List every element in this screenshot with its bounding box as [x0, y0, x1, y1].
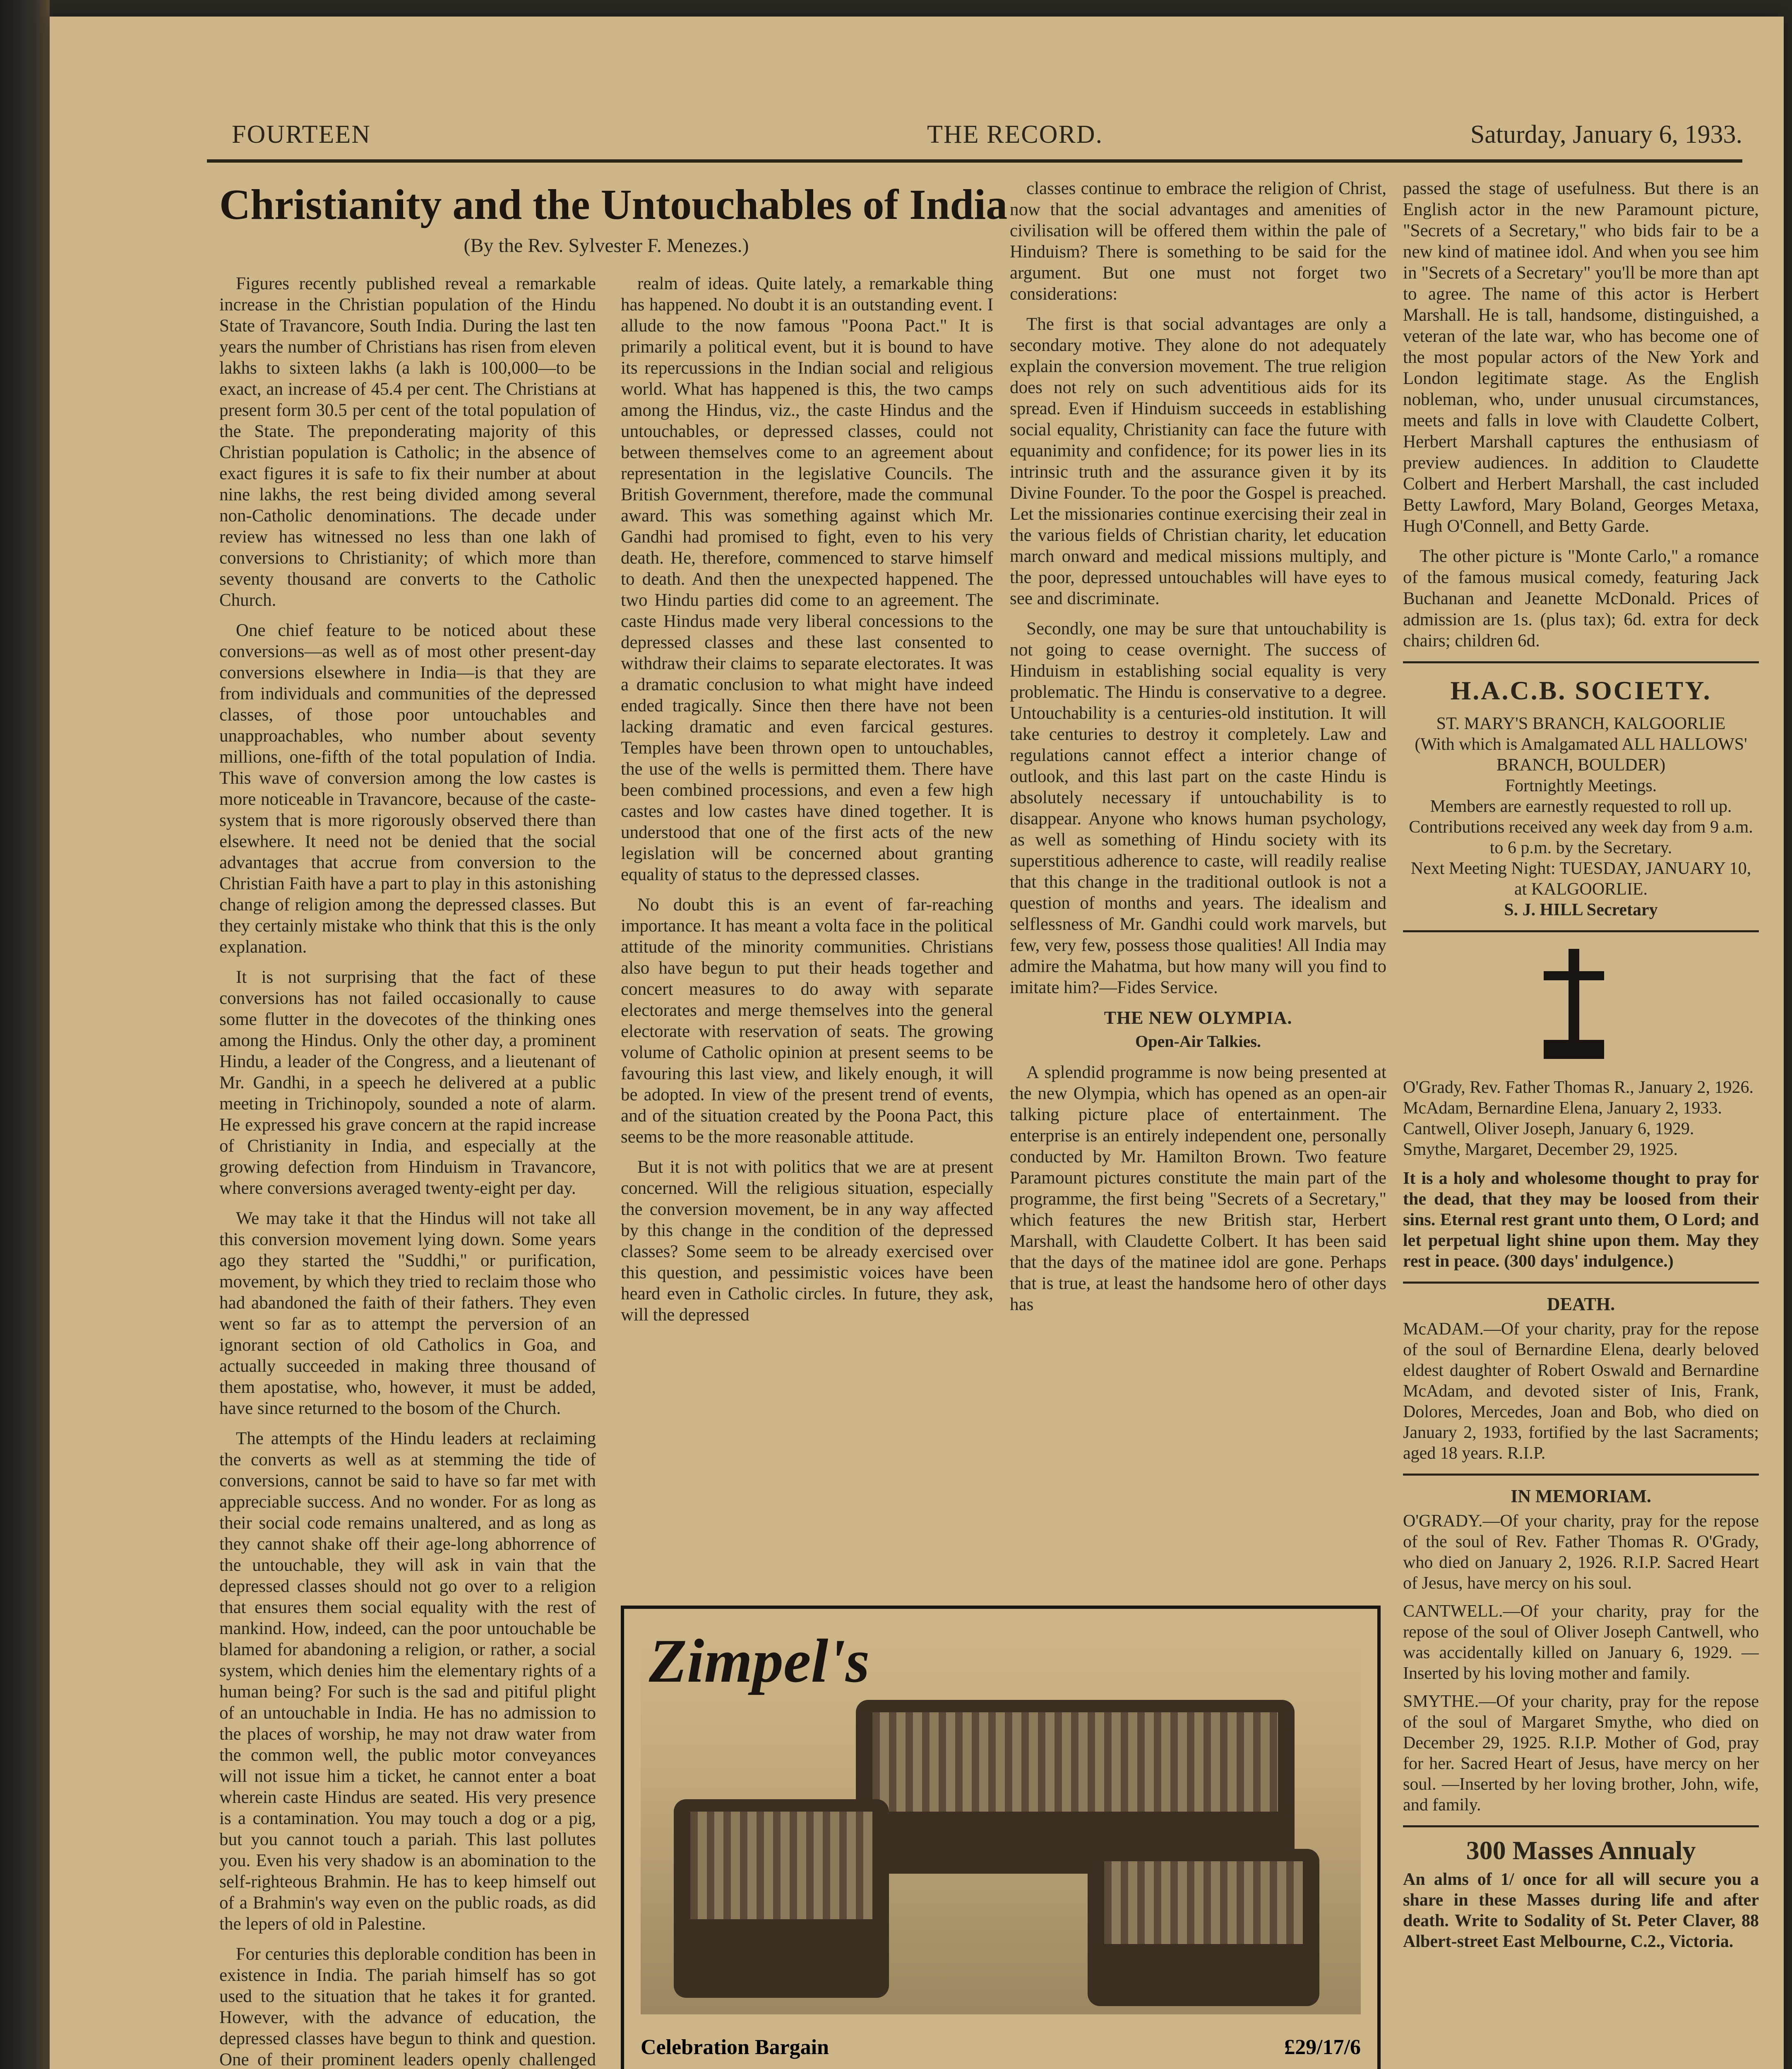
settee-upholstery — [872, 1712, 1278, 1812]
divider — [1403, 1474, 1759, 1476]
divider — [1403, 1282, 1759, 1284]
death-heading: DEATH. — [1547, 1294, 1615, 1314]
paper-title: THE RECORD. — [927, 120, 1103, 149]
hacb-secretary — [1403, 900, 1759, 920]
memoriam-entry: CANTWELL.—Of your charity, pray for the repose of the soul of Oliver Joseph Cantwell, who was accidentally killed on January 6, 1929. —Inserted by his loving mother and family. — [1403, 1602, 1759, 1683]
paragraph: But it is not with politics that we are at present concerned. Will the religious situation, especially the conversion movement, be in any way affected by this change in the condition of the depressed classes? Some seem to be already exercised over this question, and pessimistic voices have been heard even in Catholic circles. In future, they ask, will the depressed — [621, 1157, 993, 1325]
masses-text: An alms of 1/ once for all will secure you a share in these Masses during life and after death. Write to Sodality of St. Peter Claver, 88 Albert-street East Melbourne, C.2., Victoria. — [1403, 1870, 1759, 1951]
hacb-next: Next Meeting Night: TUESDAY, JANUARY 10, at KALGOORLIE. — [1410, 859, 1751, 899]
hacb-heading: H.A.C.B. SOCIETY. — [1450, 676, 1712, 705]
hacb-contributions: Contributions received any week day from 9 a.m. to 6 p.m. by the Secretary. — [1409, 818, 1753, 857]
hacb-branch: ST. MARY'S BRANCH, KALGOORLIE — [1436, 714, 1726, 733]
paragraph: Secondly, one may be sure that untouchability is not going to cease overnight. The success of Hinduism in establishing social equality is very problematic. The Hindu is conservative to a degree. Untouchability is a centuries-old institution. It will take centuries to destroy it completely. Law and regulations cannot effect a interior change of outlook, and this last part on the caste Hindu is absolutely necessary if untouchability is to disappear. Anyone who knows human psychology, as well as something of Hindu society with its superstitious adherence to caste, will readily realise that this change in the traditional outlook is not a question of months and years. The idealism and selflessness of Mr. Gandhi could work marvels, but few, very few, possess those qualities! All India may admire the Mahatma, but how many will you find to imitate him?—Fides Service. — [1010, 619, 1386, 997]
death-notice: McADAM.—Of your charity, pray for the repose of the soul of Bernardine Elena, dearly beloved eldest daughter of Robert Oswald and Bernardine McAdam, and devoted sister of Inis, Frank, Dolores, Mercedes, Joan and Bob, who died on January 2, 1933, fortified by the last Sacraments; aged 18 years. R.I.P. — [1403, 1320, 1759, 1463]
zimpels-script-logo: Zimpel's — [649, 1627, 870, 1695]
memoriam-heading: IN MEMORIAM. — [1511, 1486, 1651, 1506]
page-number: FOURTEEN — [232, 120, 371, 149]
paragraph: classes continue to embrace the religion of Christ, now that the social advantages and amenities of civilisation will be offered them within the pale of Hinduism? There is something to be said for the argument. But one must not forget two considerations: — [1010, 179, 1386, 304]
article-byline: (By the Rev. Sylvester F. Menezes.) — [464, 235, 749, 257]
paragraph: No doubt this is an event of far-reaching importance. It has meant a volta face in the political attitude of the minority communities. Christians also have begun to put their heads together and concert measures to do away with separate electorates and merge themselves into the general electorate with reservation of seats. The growing volume of Catholic opinion at present seems to be favouring this last view, and likely enough, it will be adopted. In view of the present trend of events, and of the situation created by the Poona Pact, this seems to be the more reasonable attitude. — [621, 895, 993, 1147]
zimpels-advertisement — [621, 1606, 1381, 2069]
memoriam-entry: SMYTHE.—Of your charity, pray for the repose of the soul of Margaret Smythe, who died on December 29, 1925. R.I.P. Mother of God, pray for her. Sacred Heart of Jesus, have mercy on her soul. —Inserted by her loving brother, John, wife, and family. — [1403, 1692, 1759, 1815]
paragraph: The first is that social advantages are only a secondary motive. They alone do not adequately explain the conversion movement. The true religion does not rely on such adventitious aids for its spread. Even if Hinduism succeeds in establishing social equality, Christianity can face the future with equanimity and confidence; for its power lies in its intrinsic truth and the assurance given it by its Divine Founder. To the poor the Gospel is preached. Let the missionaries continue exercising their zeal in the various fields of Christian charity, let education march onward and medical missions multiply, and the poor, depressed untouchables will have eyes to see and discriminate. — [1010, 314, 1386, 608]
prayer-text: It is a holy and wholesome thought to pray for the dead, that they may be loosed from their sins. Eternal rest grant unto them, O Lord; and let perpetual light shine upon them. May they rest in peace. (300 days' indulgence.) — [1403, 1169, 1759, 1271]
anniversary-item: Cantwell, Oliver Joseph, January 6, 1929. — [1403, 1119, 1694, 1138]
armchair-upholstery — [690, 1812, 872, 1919]
olympia-paragraph: passed the stage of usefulness. But there is an English actor in the new Paramount picture, "Secrets of a Secretary," who bids fair to be a new kind of matinee idol. And when you see him in "Secrets of a Secretary" you'll be more than apt to agree. The name of this actor is Herbert Marshall. He is tall, handsome, distinguished, a veteran of the late war, who has become one of the most popular actors of the New York and London legitimate stage. As the English nobleman, who, under unusual circumstances, meets and falls in love with Claudette Colbert, Herbert Marshall captures the enthusiasm of preview audiences. In addition to Claudette Colbert and Herbert Marshall, the cast included Betty Lawford, Mary Boland, Georges Metaxa, Hugh O'Connell, and Betty Garde. — [1403, 179, 1759, 536]
olympia-paragraph: The other picture is "Monte Carlo," a romance of the famous musical comedy, featuring Jack Buchanan and Jeanette McDonald. Prices of admission are 1s. (plus tax); 6d. extra for deck chairs; children 6d. — [1403, 547, 1759, 650]
hacb-with: (With which is Amalgamated ALL HALLOWS' BRANCH, BOULDER) — [1415, 735, 1747, 775]
article-title: Christianity and the Untouchables of India — [219, 181, 1008, 228]
anniversary-item: O'Grady, Rev. Father Thomas R., January 2, 1926. — [1403, 1078, 1754, 1097]
divider — [1403, 661, 1759, 663]
olympia-heading: THE NEW OLYMPIA. — [1104, 1008, 1292, 1028]
olympia-paragraph: A splendid programme is now being presented at the new Olympia, which has opened as an open-air talking picture place of entertainment. The enterprise is an entirely independent one, personally conducted by Mr. Hamilton Brown. Two feature Paramount pictures constitute the main part of the programme, the first being "Secrets of a Secretary," which features the new British star, Herbert Marshall, with Claudette Colbert. It has been said that the days of the matinee idol are gone. Perhaps that is true, at least the handsome hero of other days has — [1010, 1063, 1386, 1314]
secretary-name: S. J. HILL — [1504, 900, 1583, 919]
divider — [1403, 1825, 1759, 1827]
armchair-upholstery — [1104, 1861, 1303, 1944]
hacb-meetings: Fortnightly Meetings. — [1505, 776, 1657, 795]
paragraph: One chief feature to be noticed about these conversions—as well as of most other present-day conversions elsewhere in India—is that they are from individuals and communities of the depressed classes, of those poor untouchables and unapproachables, who number about seventy millions, one-fifth of the total population of India. This wave of conversion among the low castes is more noticeable in Travancore, because of the caste-system that is more rigorously observed there than elsewhere. It need not be denied that the social advantages that accrue from conversion to the Christian Faith have a part to play in this astonishing change of religion among the depressed classes. But they certainly mistake who think that this is the only explanation. — [219, 621, 596, 957]
paragraph: realm of ideas. Quite lately, a remarkable thing has happened. No doubt it is an outstanding event. I allude to the now famous "Poona Pact." It is primarily a political event, but it is bound to have its repercussions in the Indian social and religious world. What has happened is this, the two camps among the Hindus, viz., the caste Hindus and the untouchables, or depressed classes, could not between themselves come to an agreement about representation in the legislative Councils. The British Government, therefore, made the communal award. This was something against which Mr. Gandhi had promised to fight, even to his very death. He, therefore, commenced to starve himself to death. And then the unexpected happened. The two Hindu parties did come to an agreement. The caste Hindus made very liberal concessions to the depressed classes and these last consented to withdraw their claims to separate electorates. It was a dramatic conclusion to what might have indeed ended tragically. Since then there have not been lacking dramatic and even farcical gestures. Temples have been thrown open to untouchables, the use of the wells is permitted them. There have been combined processions, and even a few high castes and low castes have dined together. It is understood that one of the first acts of the new legislation will be concerned about granting equality of status to the depressed classes. — [621, 274, 993, 884]
masthead — [174, 103, 1742, 149]
article-column-3 — [1010, 178, 1386, 1601]
cross-icon — [1403, 945, 1759, 1069]
article-column-1 — [219, 273, 596, 2069]
anniversary-item: McAdam, Bernardine Elena, January 2, 1933. — [1403, 1099, 1722, 1118]
paragraph: Figures recently published reveal a remarkable increase in the Christian population of the Hindu State of Travancore, South India. During the last ten years the number of Christians has risen from eleven lakhs to sixteen lakhs (a lakh is 100,000—to be exact, an increase of 45.4 per cent. The Christians at present form 30.5 per cent of the total population of the State. The preponderating majority of this Christian population is Catholic; in the absence of exact figures it is safe to fix their number at about nine lakhs, the rest being divided among several non-Catholic denominations. The decade under review has witnessed no less than one lakh of conversions to Christianity; of which more than seventy thousand are converts to the Catholic Church. — [219, 274, 596, 610]
anniversary-item: Smythe, Margaret, December 29, 1925. — [1403, 1140, 1678, 1159]
memoriam-entry: O'GRADY.—Of your charity, pray for the repose of the soul of Rev. Father Thomas R. O'Grady, who died on January 2, 1926. R.I.P. Sacred Heart of Jesus, have mercy on his soul. — [1403, 1512, 1759, 1593]
right-column — [1403, 178, 1759, 2069]
book-binding — [0, 0, 50, 2069]
article-column-2 — [621, 273, 993, 1597]
bargain-line — [641, 2035, 1361, 2059]
issue-date: Saturday, January 6, 1933. — [1470, 120, 1742, 149]
secretary-role: Secretary — [1586, 900, 1658, 919]
olympia-subheading: Open-Air Talkies. — [1135, 1032, 1261, 1051]
hacb-members: Members are earnestly requested to roll up. — [1430, 797, 1732, 816]
divider — [1403, 930, 1759, 932]
paragraph: For centuries this deplorable condition has been in existence in India. The pariah himself has so got used to the situation that he takes it for granted. However, with the advance of education, the depressed classes have begun to think and question. One of their prominent leaders openly challenged — [219, 1944, 596, 2069]
masthead-rule — [207, 159, 1742, 163]
bargain-price: £29/17/6 — [1284, 2035, 1361, 2059]
paragraph: The attempts of the Hindu leaders at reclaiming the converts as well as at stemming the tide of conversions, cannot be said to have so far met with appreciable success. And no wonder. For as long as their social code remains unaltered, and as long as they cannot shake off their age-long abhorrence of the untouchable, they will ask in vain that the depressed classes should not go over to a religion that ensures them social equality with the rest of mankind. How, indeed, can the poor untouchable be blamed for abandoning a religion, or rather, a social system, which denies him the elementary rights of a human being? For such is the sad and pitiful plight of an untouchable in India. He has no admission to the places of worship, he may not draw water from the common well, the public motor conveyances will not issue him a ticket, he cannot enter a boat wherein caste Hindus are seated. His very presence is a contamination. You may touch a dog or a pig, but you cannot touch a pariah. This last pollutes you. Even his very shadow is an abomination to the self-righteous Brahmin. He has to keep himself out of a Brahmin's way even on the public roads, as did the lepers of old in Palestine. — [219, 1429, 596, 1934]
paragraph: We may take it that the Hindus will not take all this conversion movement lying down. Some years ago they started the "Suddhi," or purification, movement, by which they tried to reclaim those who had abandoned the faith of their fathers. They even went so far as to attempt the perversion of an ignorant section of old Catholics in Goa, and actually succeeded in making three thousand of them apostatise, who, however, it must be added, have since returned to the bosom of the Church. — [219, 1209, 596, 1418]
bargain-label: Celebration Bargain — [641, 2035, 829, 2059]
paragraph: It is not surprising that the fact of these conversions has not failed occasionally to cause some flutter in the dovecotes of the thinking ones among the Hindus. Only the other day, a prominent Hindu, a leader of the Congress, and a lieutenant of Mr. Gandhi, in a speech he delivered at a public meeting in Trichinopoly, sounded a note of alarm. He expressed his grave concern at the rapid increase of Christianity in India, and especially at the growing defection from Hinduism in Travancore, where conversions averaged twenty-eight per day. — [219, 967, 596, 1198]
masses-heading: 300 Masses Annualy — [1466, 1836, 1696, 1865]
article-header — [219, 181, 1008, 271]
